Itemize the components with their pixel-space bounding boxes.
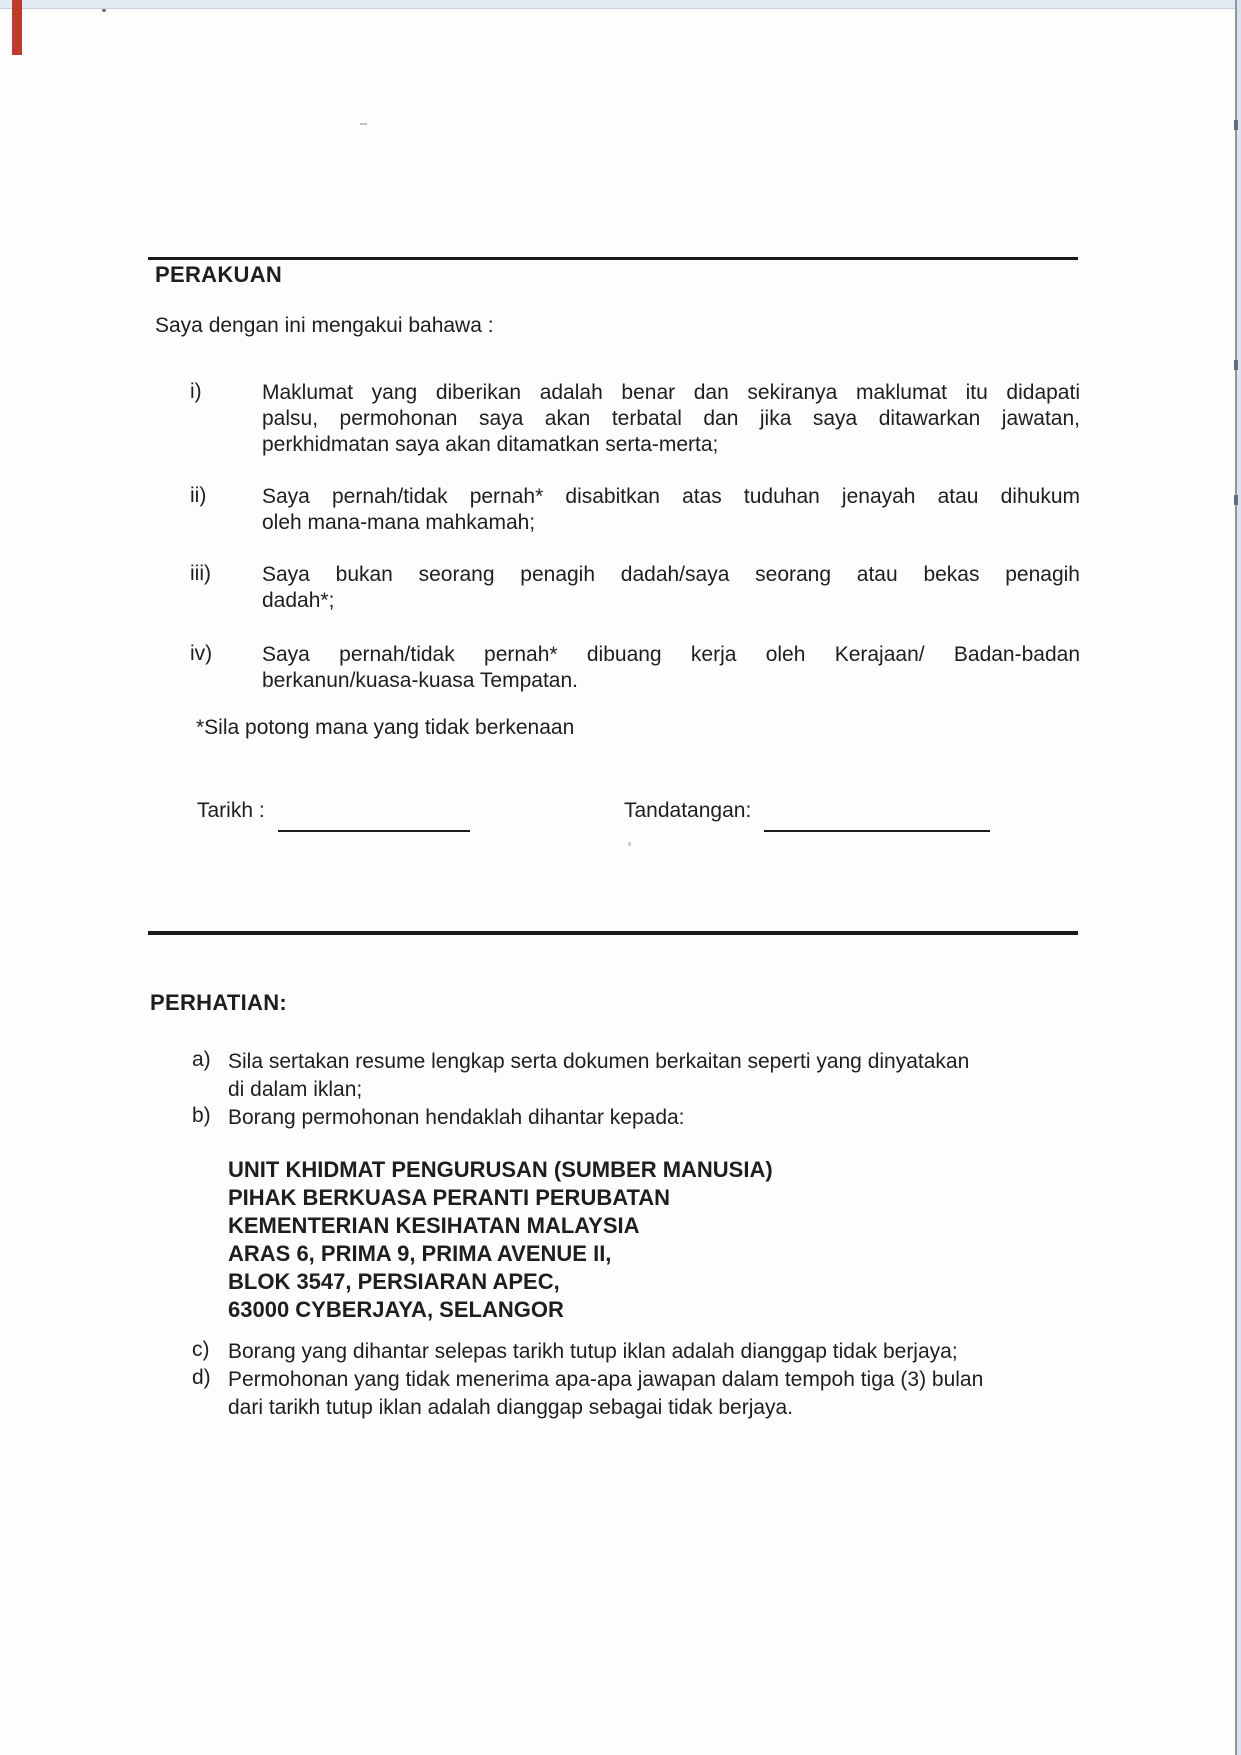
- text-line: dadah*;: [262, 589, 335, 612]
- text-line: Permohonan yang tidak menerima apa-apa jawapan dalam tempoh tiga (3) bulan: [228, 1368, 984, 1391]
- item-text: [262, 484, 1080, 536]
- text-line: perkhidmatan saya akan ditamatkan serta-merta;: [262, 433, 719, 456]
- item-text: [228, 1104, 1088, 1132]
- text-line: Saya bukan seorang penagih dadah/saya seorang atau bekas penagih: [262, 563, 1080, 586]
- scan-speck: [360, 123, 367, 125]
- scan-right-edge-line: [1235, 0, 1237, 1755]
- item-label: iv): [190, 642, 213, 665]
- scan-edge-tick: [1234, 360, 1238, 370]
- item-text: [228, 1048, 1088, 1104]
- tandatangan-blank-line: [764, 802, 990, 832]
- text-line: Saya pernah/tidak pernah* disabitkan atas tuduhan jenayah atau dihukum: [262, 485, 1080, 508]
- strike-out-footnote: *Sila potong mana yang tidak berkenaan: [196, 716, 575, 739]
- red-pen-mark: [12, 0, 22, 55]
- address-line: BLOK 3547, PERSIARAN APEC,: [228, 1269, 560, 1294]
- item-label: a): [192, 1048, 211, 1071]
- scan-top-edge-strip: [0, 0, 1241, 9]
- scan-edge-tick: [1234, 495, 1238, 505]
- text-line: Borang yang dihantar selepas tarikh tutup iklan adalah dianggap tidak berjaya;: [228, 1340, 958, 1363]
- tandatangan-label: Tandatangan:: [624, 799, 752, 822]
- text-line: Maklumat yang diberikan adalah benar dan sekiranya maklumat itu didapati: [262, 381, 1080, 404]
- item-label: iii): [190, 562, 211, 585]
- item-label: b): [192, 1104, 211, 1127]
- address-line: ARAS 6, PRIMA 9, PRIMA AVENUE II,: [228, 1241, 612, 1266]
- scan-speck: [102, 9, 106, 12]
- scan-edge-tick: [1234, 120, 1238, 130]
- text-line: oleh mana-mana mahkamah;: [262, 511, 536, 534]
- tarikh-blank-line: [278, 802, 470, 832]
- mailing-address-block: [228, 1156, 773, 1324]
- perakuan-heading: PERAKUAN: [155, 262, 283, 287]
- perhatian-divider-rule: [148, 931, 1078, 935]
- item-text: [228, 1338, 1088, 1366]
- text-line: berkanun/kuasa-kuasa Tempatan.: [262, 669, 578, 692]
- item-label: i): [190, 380, 202, 403]
- item-label: ii): [190, 484, 207, 507]
- text-line: Saya pernah/tidak pernah* dibuang kerja oleh Kerajaan/ Badan-badan: [262, 643, 1080, 666]
- item-label: c): [192, 1338, 210, 1361]
- item-text: [262, 642, 1080, 694]
- text-line: Borang permohonan hendaklah dihantar kepada:: [228, 1106, 685, 1129]
- scan-speck: [628, 842, 631, 846]
- perakuan-top-rule: [148, 257, 1078, 260]
- address-line: UNIT KHIDMAT PENGURUSAN (SUMBER MANUSIA): [228, 1157, 773, 1182]
- perakuan-intro: Saya dengan ini mengakui bahawa :: [155, 314, 494, 337]
- text-line: di dalam iklan;: [228, 1078, 363, 1101]
- text-line: Sila sertakan resume lengkap serta dokumen berkaitan seperti yang dinyatakan: [228, 1050, 970, 1073]
- address-line: PIHAK BERKUASA PERANTI PERUBATAN: [228, 1185, 671, 1210]
- text-line: dari tarikh tutup iklan adalah dianggap sebagai tidak berjaya.: [228, 1396, 794, 1419]
- tarikh-label: Tarikh :: [197, 799, 265, 822]
- item-text: [262, 562, 1080, 614]
- text-line: palsu, permohonan saya akan terbatal dan jika saya ditawarkan jawatan,: [262, 407, 1080, 430]
- scan-right-edge-tint: [1237, 0, 1241, 1755]
- perhatian-heading: PERHATIAN:: [150, 990, 288, 1015]
- item-label: d): [192, 1366, 211, 1389]
- address-line: KEMENTERIAN KESIHATAN MALAYSIA: [228, 1213, 640, 1238]
- item-text: [228, 1366, 1088, 1422]
- address-line: 63000 CYBERJAYA, SELANGOR: [228, 1297, 564, 1322]
- item-text: [262, 380, 1080, 458]
